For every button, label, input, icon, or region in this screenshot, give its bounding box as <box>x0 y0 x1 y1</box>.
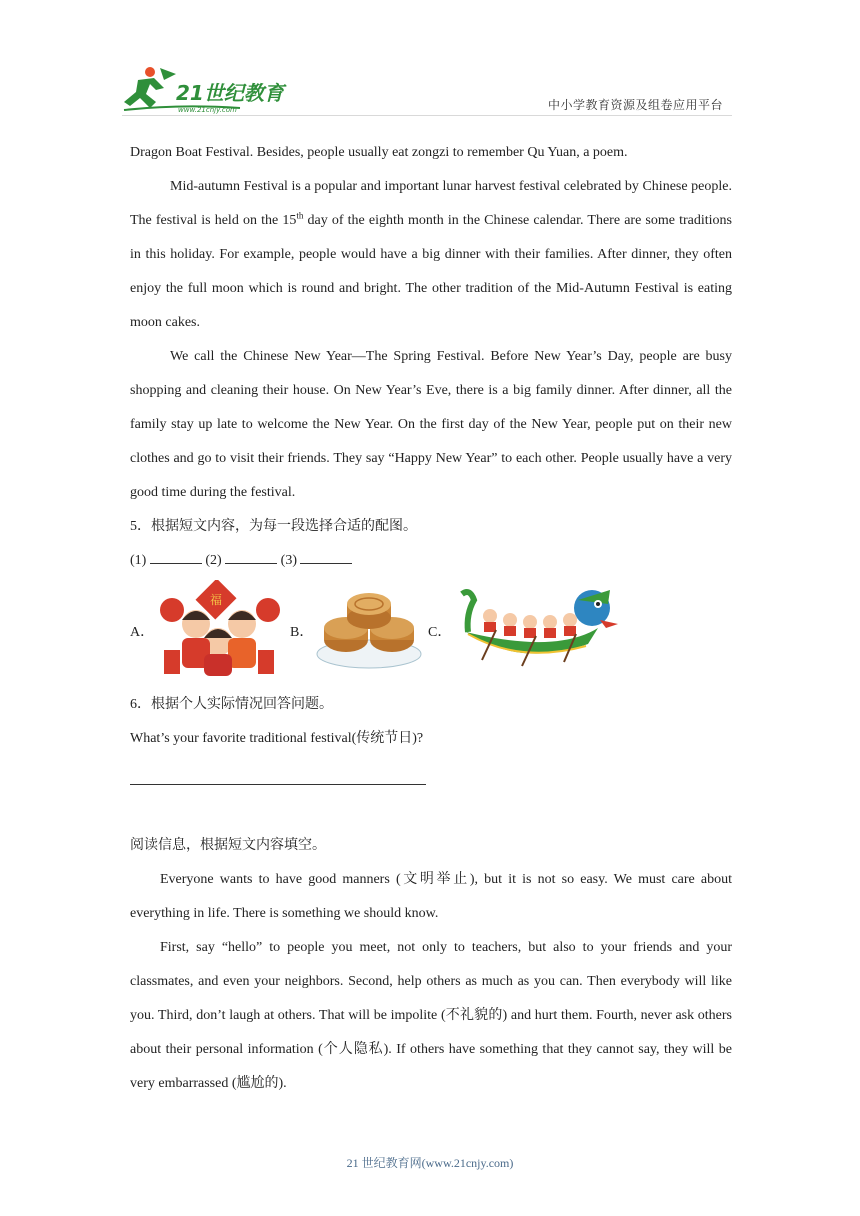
blank-label-1: (1) <box>130 553 147 568</box>
paragraph-mid-autumn <box>130 170 732 340</box>
option-pictures <box>130 578 732 688</box>
option-a-label: A． <box>130 625 155 640</box>
paragraph-good-manners-2: First, say “hello” to people you meet, not only to teachers, but also to your friends and your classmates, and even your neighbors. Second, help others as much as you can. Then everybody will like you. Third, don’t laugh at others. That will be impolite (不礼貌的) and hurt them. Fourth, never ask others about their personal information (个人隐私). If others have something that they cannot say, they will be very embarrassed (尴尬的). <box>130 940 732 1091</box>
paragraph-spring-festival: We call the Chinese New Year—The Spring Festival. Before New Year’s Day, people are busy shopping and cleaning their house. On New Year’s Eve, there is a big family dinner. After dinner, all the family stay up late to welcome the New Year. On the first day of the New Year, people put on their new clothes and go to visit their friends. They say “Happy New Year” to each other. People usually have a very good time during the festival. <box>130 349 732 500</box>
paragraph-good-manners-1: Everyone wants to have good manners (文明举止), but it is not so easy. We must care about everything in life. There is something we should know. <box>130 872 732 921</box>
question-5-stem: 5．根据短文内容，为每一段选择合适的配图。 <box>130 519 417 534</box>
ordinal-superscript: th <box>296 210 304 221</box>
question-5-blanks <box>130 544 732 578</box>
answer-line-q6[interactable] <box>130 756 426 785</box>
svg-text:福: 福 <box>210 593 223 607</box>
question-6-text: What’s your favorite traditional festival(传统节日)? <box>130 731 424 746</box>
answer-blank-1[interactable] <box>150 549 202 564</box>
spring-festival-children-image <box>158 580 282 678</box>
answer-blank-3[interactable] <box>300 549 352 564</box>
answer-blank-2[interactable] <box>225 549 277 564</box>
section-2-instruction: 阅读信息，根据短文内容填空。 <box>130 838 326 853</box>
dragon-boat-image <box>460 584 622 670</box>
mid-autumn-text-a: Mid-autumn Festival is a popular and important lunar harvest festival celebrated by Chinese people. The festival is held on the 15 <box>130 179 732 228</box>
logo-url: www.21cnjy.com <box>178 106 237 114</box>
mooncakes-image <box>316 586 422 672</box>
logo-21cnjy <box>120 64 290 116</box>
blank-label-2: (2) <box>205 553 222 568</box>
option-b-label: B． <box>290 625 314 640</box>
question-6-stem: 6．根据个人实际情况回答问题。 <box>130 697 333 712</box>
option-c-label: C． <box>428 625 452 640</box>
mid-autumn-text-b: day of the eighth month in the Chinese calendar. There are some traditions in this holiday. For example, people would have a big dinner with their families. After dinner, they often enjoy the full moon which is round and bright. The other tradition of the Mid-Autumn Festival is eating moon cakes. <box>130 213 732 330</box>
passage-line-dragon-boat: Dragon Boat Festival. Besides, people usually eat zongzi to remember Qu Yuan, a poem. <box>130 145 628 160</box>
page-header <box>0 0 860 125</box>
page-footer: 21 世纪教育网(www.21cnjy.com) <box>346 1156 514 1170</box>
blank-label-3: (3) <box>280 553 297 568</box>
logo-text: 21世纪教育 <box>176 81 284 105</box>
header-divider <box>122 115 732 116</box>
document-body <box>130 136 732 1101</box>
header-platform-text: 中小学教育资源及组卷应用平台 <box>548 98 724 112</box>
